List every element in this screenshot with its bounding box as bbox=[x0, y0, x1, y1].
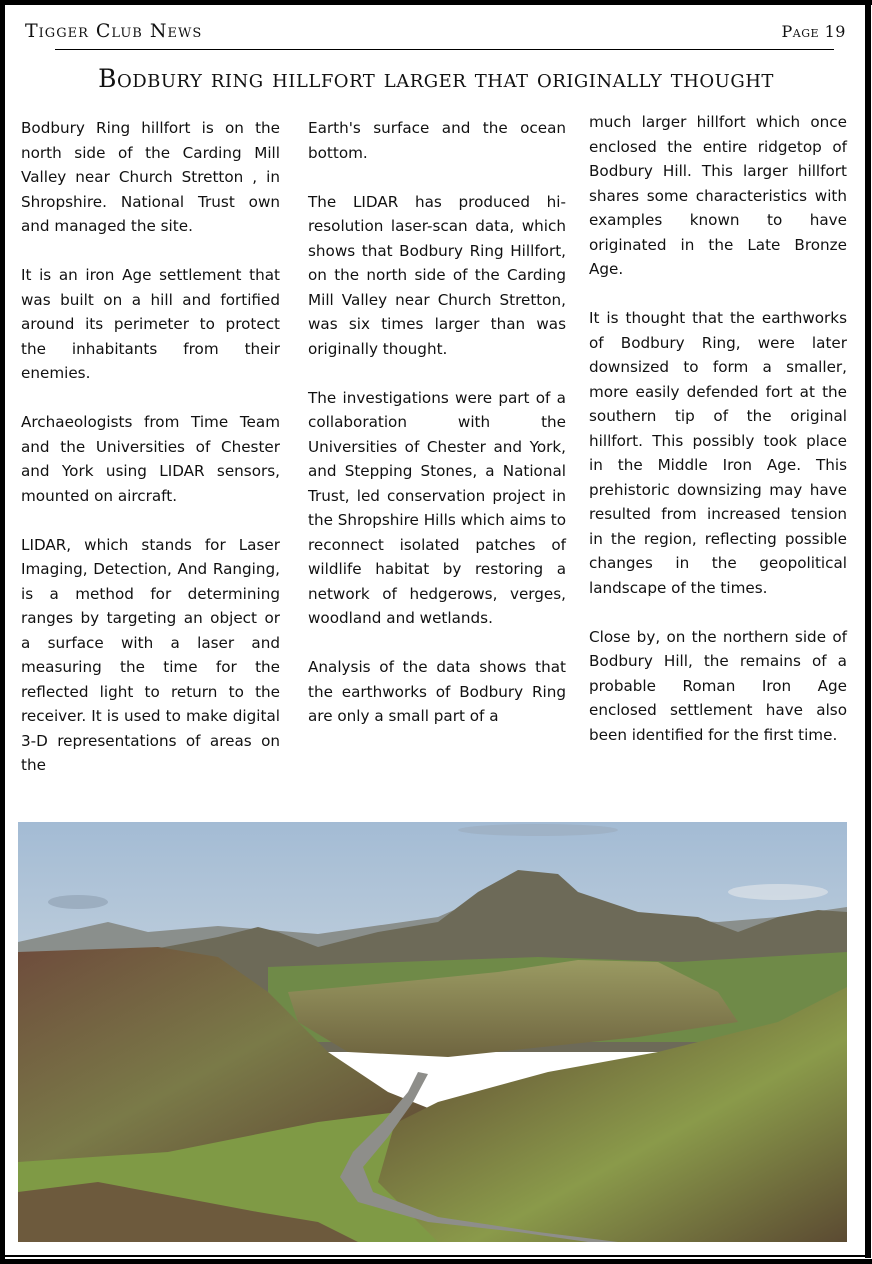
article-column-2 bbox=[308, 116, 566, 729]
paragraph: LIDAR, which stands for Laser Imaging, Detection, And Ranging, is a method for determining ranges by targeting an object or a surface with a laser and measuring the time for the reflected light to return to the receiver. It is used to make digital 3-D representations of areas on the bbox=[21, 535, 280, 774]
article-column-3 bbox=[589, 110, 847, 747]
page-border-right bbox=[865, 0, 871, 1258]
page-border-bottom-thin bbox=[0, 1255, 871, 1257]
paragraph: Close by, on the northern side of Bodbury Hill, the remains of a probable Roman Iron Age enclosed settlement have also been identified for the first time. bbox=[589, 627, 847, 744]
paragraph: Bodbury Ring hillfort is on the north side of the Carding Mill Valley near Church Stretton , in Shropshire. National Trust own and managed the site. bbox=[21, 119, 280, 235]
article-column-1 bbox=[21, 116, 280, 778]
landscape-photo bbox=[18, 822, 847, 1242]
publication-name: Tigger Club News bbox=[25, 20, 203, 42]
paragraph: Archaeologists from Time Team and the Universities of Chester and York using LIDAR sensors, mounted on aircraft. bbox=[21, 413, 280, 505]
article-headline: Bodbury ring hillfort larger that originally thought bbox=[98, 64, 774, 93]
cloud bbox=[728, 884, 828, 900]
paragraph: Analysis of the data shows that the earthworks of Bodbury Ring are only a small part of a bbox=[308, 658, 566, 725]
cloud bbox=[458, 824, 618, 836]
cloud bbox=[48, 895, 108, 909]
header-divider bbox=[55, 49, 834, 50]
paragraph: The investigations were part of a collaboration with the Universities of Chester and York, and Stepping Stones, a National Trust, led conservation project in the Shropshire Hills which aims to reconnect isolated patches of wildlife habitat by restoring a network of hedgerows, verges, woodland and wetlands. bbox=[308, 388, 566, 627]
page-border-bottom bbox=[0, 1259, 872, 1264]
paragraph: It is thought that the earthworks of Bodbury Ring, were later downsized to form a smaller, more easily defended fort at the southern tip of the original hillfort. This possibly took place in the Middle Iron Age. This prehistoric downsizing may have resulted from increased tension in the region, reflecting possible changes in the geopolitical landscape of the times. bbox=[589, 309, 847, 597]
paragraph: Earth's surface and the ocean bottom. bbox=[308, 119, 566, 162]
paragraph: much larger hillfort which once enclosed the entire ridgetop of Bodbury Hill. This larger hillfort shares some characteristics with examples known to have originated in the Late Bronze Age. bbox=[589, 113, 847, 278]
page-border-left bbox=[0, 0, 5, 1264]
page-number: Page 19 bbox=[781, 22, 846, 41]
page-border-top bbox=[0, 0, 872, 5]
paragraph: It is an iron Age settlement that was built on a hill and fortified around its perimeter to protect the inhabitants from their enemies. bbox=[21, 266, 280, 382]
paragraph: The LIDAR has produced hi-resolution laser-scan data, which shows that Bodbury Ring Hillfort, on the north side of the Carding Mill Valley near Church Stretton, was six times larger than was originally thought. bbox=[308, 192, 566, 358]
